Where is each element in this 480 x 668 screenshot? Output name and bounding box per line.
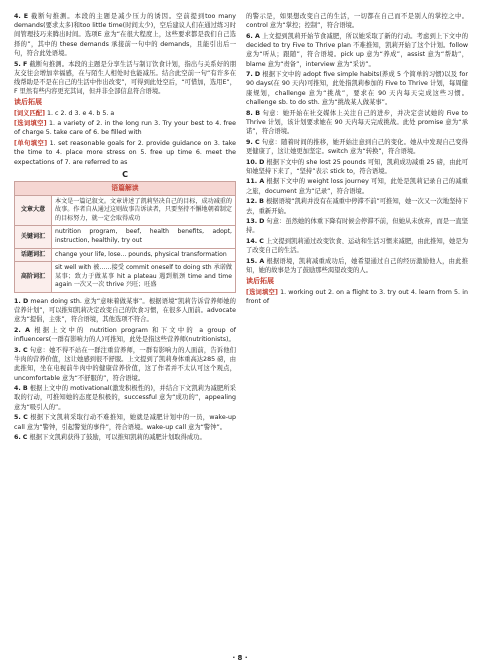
page-number: · 8 · [232,654,248,662]
answer-item: 1. D mean doing sth. 意为“意味着做某事”。根据语境“凯莉告诉营养师她的营养计划”，可以推知凯莉决定改变自己的饮食习惯，在很多人面前。advocate 意为“提倡，主张”，符合语境，其他选项不符合。 [14,297,236,324]
answer-item: 5. F 截断句推测。本段的主题是分享生活与制订饮食计划，指出与关系好的朋友交往会增加幸福感，在与陌生人相处时也能减压。结合此空前一句“有许多在线帮助是不是在自己的生活中作出改变”，可得到此处空后，“可惜加，选用E”，F 里然有些内容更充其词，但并非全部信息符合语境。 [14,60,236,96]
answer-item: 12. B 根据语境“凯莉并没有在减重中停滞不前”可推知，她一次又一次地坚持下去，重新开始。 [246,198,468,215]
answer-item: 3. C 句意：她不得不站在一群注重营养师，一群有影响力的人面前，告诉他们牛肉的营养价值，这让她感到很不舒服。上文提到了凯莉身体重高达285 磅，由此推知，坐在电视前牛肉中的健康营养价值，这了作者并不太认可这个观点，uncomfortable 意为“不舒服的”，符合语境。 [14,346,236,382]
left-answers [14,297,236,443]
answer-item: 11. A 根据下文中的 weight loss journey 可知，此处是凯莉记录自己的减重之旅，document 意为“记录”，符合语境。 [246,178,468,195]
practice-row: [选词填空] 1. working out 2. on a flight to 3. try out 4. learn from 5. in front of [246,288,468,305]
answer-item: 6. A 上文提到凯莉开始节食减肥，所以她采取了新的行动。考虑到上下文中的 decided to try Five to Thrive plan 不难推知，凯莉开始了这个计划。follow 意为“听从；跟随”，符合语境。pick up 意为“养成”，assist 意为“帮助”，blame 意为“责备”，interview 意为“采访”。 [246,32,468,68]
left-column [14,12,236,444]
table-row [15,248,236,262]
answer-item: 4. E 截断句推测。本段的主题是减少压力的诱因。空前提到too many demands(要求太多)和too little time(时间太少)，空后建议人们在通过练习时间管理技巧来腾出时间。选项E 意为“在很大程度上，这些要求都是我们自己选择的”，其中的 these demands 承接前一句中的 demands，且能引出后一句，符合此处语境。 [14,13,236,57]
section-letter: C [122,169,128,179]
answer-item: 14. C 上文提到凯莉通过改变饮食、运动和生活习惯来减肥，由此推知，她是为了改变自己的生活。 [246,238,468,255]
row-text: nutrition program, beef, health benefits, adopt, instruction, healthily, try out [52,226,236,248]
practice-row: [单句填空] 1. set reasonable goals for 2. provide guidance on 3. take the time to 4. place more stress on 5. free up time 6. meet the expectations of 7. are referred to as [14,140,236,166]
practice-row: [词义匹配] 1. c 2. d 3. e 4. b 5. a [14,109,115,117]
answer-item: 15. A 根据语境，凯莉减重成功后，她希望通过自己的经历激励他人，由此推知，她的故事是为了鼓励那些渴望改变的人。 [246,258,468,275]
section-title: 读后拓展 [246,277,274,286]
answer-item: 的警示是，如果想改变自己的生活，一切都在自己而不是别人的掌控之中。control 意为“掌控；控制”，符合语境。 [246,13,468,30]
right-column [246,12,468,308]
answer-item: 10. D 根据下文中的 she lost 25 pounds 可知，凯莉成功减重 25 磅，由此可知她坚持下来了，“坚持”表示 stick to，符合语境。 [246,158,469,175]
table-row [15,195,236,226]
practice-row: [选词填空] 1. a variety of 2. in the long run 3. Try your best to 4. free of charge 5. take care of 6. be filled with [14,120,236,137]
table-row [15,226,236,248]
row-text: 本文是一篇记叙文。文章讲述了凯莉坚决自己的目标，成功减重的故事。作者自从通过这则故事告诉读者，只要坚持不懈地朝着制定的目标努力，就一定会取得成功 [52,195,236,226]
row-text: change your life, lose... pounds, physical transformation [52,248,236,262]
vocab-table [14,181,236,293]
row-label: 关键词汇 [15,226,52,248]
answer-item: 5. C 根据下文凯莉采取行动不难推知，她就是减肥计划中的一员，wake-up call 意为“警钟，引起警觉的事件”，符合语境。wake-up call 意为“警钟”。 [14,414,236,431]
row-label: 高阶词汇 [15,262,52,293]
row-label: 文章大意 [15,195,52,226]
answer-item: 13. D 句意：虽然她的体重下降有时候会停滞不前，但她从未放弃，而是一直坚持。 [246,218,468,235]
row-label: 话题词汇 [15,248,52,262]
vocab-heading: 语篇解读 [15,181,236,195]
answer-item: 6. C 根据下文凯莉获得了鼓励，可以推知凯莉的减肥计划取得成功。 [14,434,206,442]
answer-item: 4. B 根据上文中的 motivational(激发积极性的)，并结合下文凯莉为减肥所采取的行动，可推知她的态度是积极的，successful 意为“成功的”，appealing 意为“吸引人的”。 [14,385,236,411]
row-text: sit well with 被……接受 commit oneself to doing sth 承诺做某事；致力于做某事 hit a plateau 遇到瓶颈 time and time again 一次又一次 thrive 兴旺；旺盛 [52,262,236,293]
answer-item: 8. B 句意：她开始在社交媒体上关注自己的进步，并决定尝试她的 Five to Thrive 计划，该计划要求她在 90 天内每天完成挑战。此处 promise 意为“承诺”，符合语境。 [246,109,468,135]
left-top-answers [14,12,236,96]
section-title: 读后拓展 [14,98,42,107]
answer-item: 2. A 根据上文中的 nutrition program 和下文中的 a group of influencers(一群有影响力的人)可推知，此处是指这些营养师(nutritionists)。 [14,327,236,344]
table-row [15,262,236,293]
answer-item: 7. D 根据下文中的 adopt five simple habits(养成 5 个简单的习惯)以及 for 90 days(在 90 天内)可推知，此处指凯莉参加的 Five to Thrive 计划，每周健康规划，challenge 意为“挑战”，要求在 90 天内每天完成这些习惯。challenge sb. to do sth. 意为“挑战某人做某事”。 [246,71,468,106]
answer-item: 9. C 句意：随着时间的推移，她开始注意到自己的变化。她从中发现自己变得更健康了，这让她更加坚定。switch 意为“转换”，符合语境。 [246,138,468,155]
